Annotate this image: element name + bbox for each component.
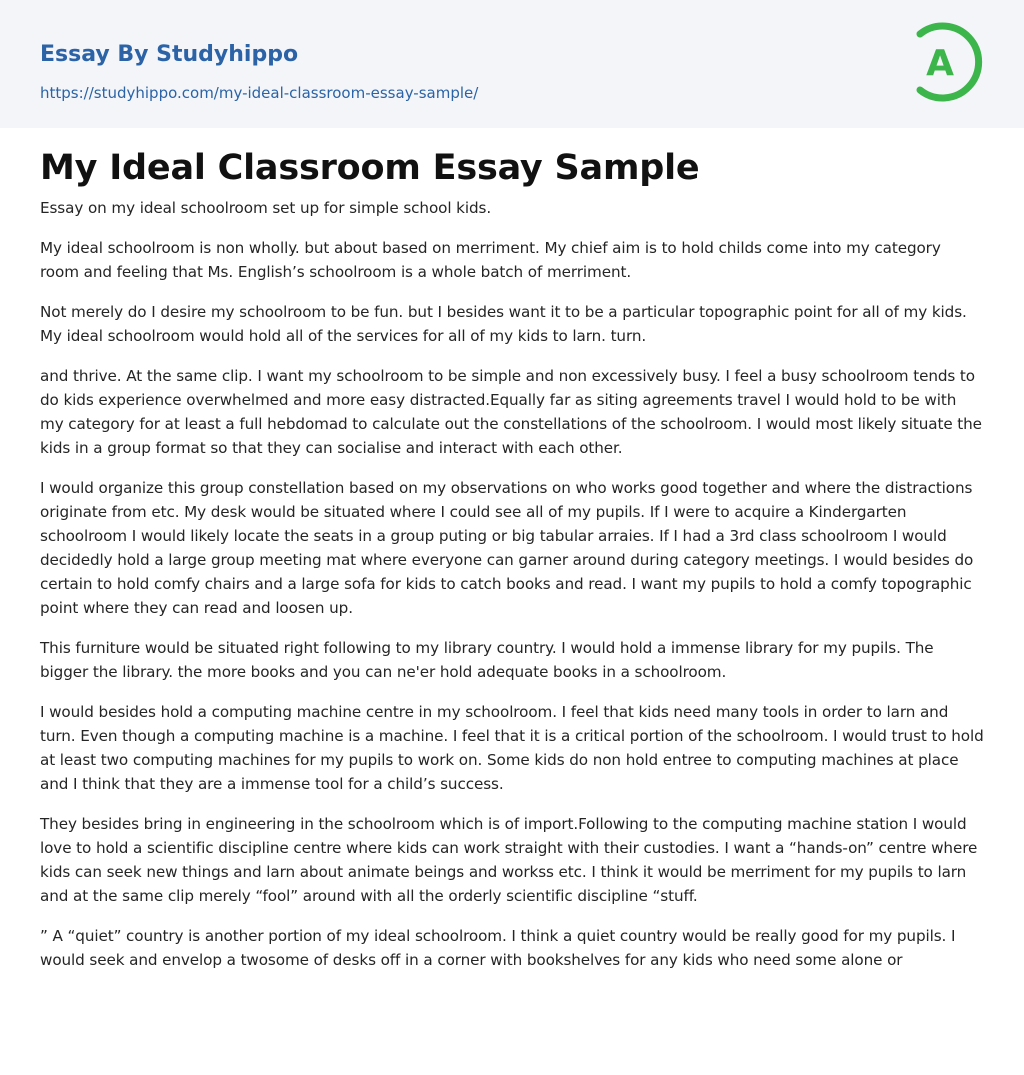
essay-paragraph: This furniture would be situated right following to my library country. I would hold a immense library for my pupils. The bigger the library. the more books and you can ne'er hold adequate books in a schoolroom.	[40, 639, 934, 681]
site-header	[0, 0, 1024, 128]
studyhippo-logo-icon[interactable]	[912, 20, 986, 104]
essay-paragraph: and thrive. At the same clip. I want my schoolroom to be simple and non excessively busy. I feel a busy schoolroom tends to do kids experience overwhelmed and more easy distracted.Equally far as siting agreements travel I would hold to be with my category for at least a full hebdomad to calculate out the constellations of the schoolroom. I would most likely situate the kids in a group format so that they can socialise and interact with each other.	[40, 367, 982, 457]
essay-content	[40, 146, 984, 988]
essay-paragraph: Essay on my ideal schoolroom set up for simple school kids.	[40, 199, 492, 217]
essay-paragraph: I would besides hold a computing machine centre in my schoolroom. I feel that kids need many tools in order to larn and turn. Even though a computing machine is a machine. I feel that it is a critical portion of the schoolroom. I would trust to hold at least two computing machines for my pupils to work on. Some kids do non hold entree to computing machines at place and I think that they are a immense tool for a child’s success.	[40, 703, 984, 793]
essay-paragraph: I would organize this group constellation based on my observations on who works good together and where the distractions originate from etc. My desk would be situated where I could see all of my pupils. If I were to acquire a Kindergarten schoolroom I would likely locate the seats in a group puting or big tabular arraies. If I had a 3rd class schoolroom I would decidedly hold a large group meeting mat where everyone can garner around during category meetings. I would besides do certain to hold comfy chairs and a large sofa for kids to catch books and read. I want my pupils to hold a comfy topographic point where they can read and loosen up.	[40, 479, 974, 617]
essay-paragraph: My ideal schoolroom is non wholly. but about based on merriment. My chief aim is to hold childs come into my category room and feeling that Ms. English’s schoolroom is a whole batch of merriment.	[40, 239, 941, 281]
source-url-link[interactable]: https://studyhippo.com/my-ideal-classroom-essay-sample/	[40, 84, 479, 102]
page-title: My Ideal Classroom Essay Sample	[40, 148, 700, 188]
essay-paragraph: ” A “quiet” country is another portion of my ideal schoolroom. I think a quiet country would be really good for my pupils. I would seek and envelop a twosome of desks off in a corner with bookshelves for any kids who need some alone or	[40, 927, 956, 969]
logo-letter: A	[926, 43, 954, 84]
brand-title: Essay By Studyhippo	[40, 42, 299, 67]
essay-paragraph: They besides bring in engineering in the schoolroom which is of import.Following to the computing machine station I would love to hold a scientific discipline centre where kids can work straight with their custodies. I want a “hands-on” centre where kids can seek new things and larn about animate beings and workss etc. I think it would be merriment for my pupils to larn and at the same clip merely “fool” around with all the orderly scientific discipline “stuff.	[40, 815, 978, 905]
essay-paragraph: Not merely do I desire my schoolroom to be fun. but I besides want it to be a particular topographic point for all of my kids. My ideal schoolroom would hold all of the services for all of my kids to larn. turn.	[40, 303, 967, 345]
